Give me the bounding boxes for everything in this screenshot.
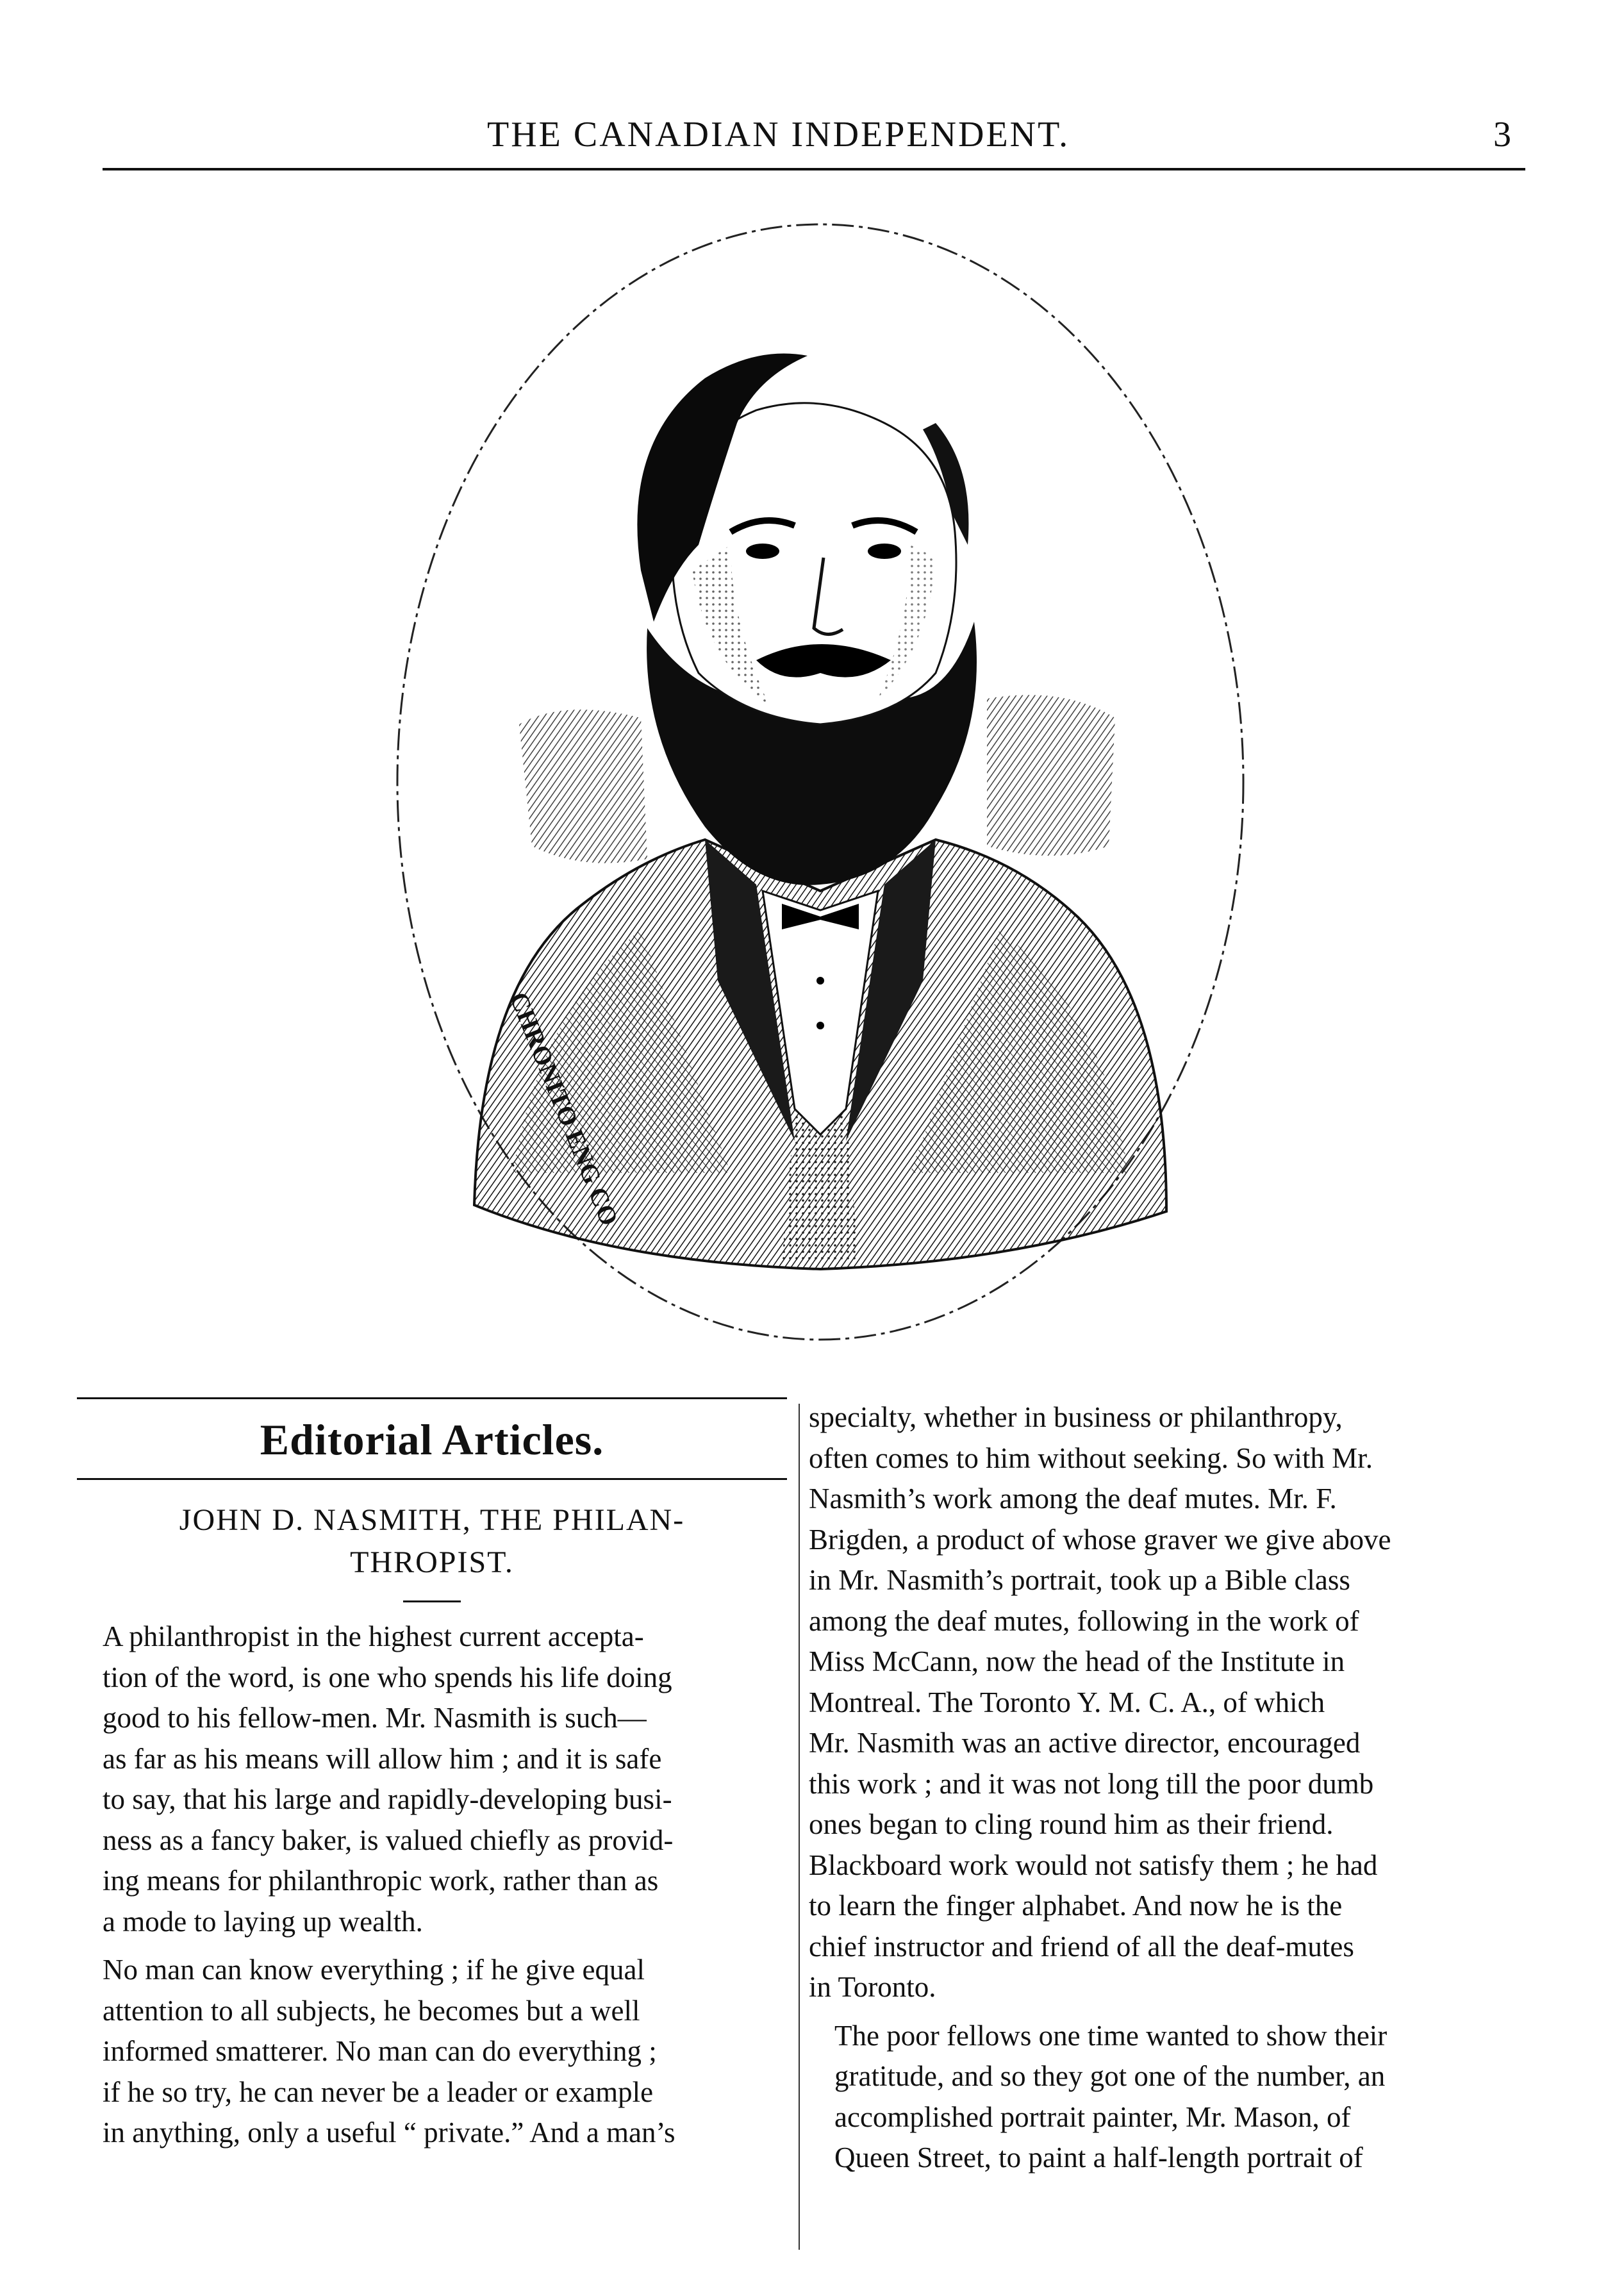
title-divider: [403, 1600, 461, 1602]
text-line: among the deaf mutes, following in the work of: [809, 1604, 1359, 1637]
engraver-mark: CHRONITO ENG CO: [504, 988, 624, 1230]
header-rule: [103, 168, 1525, 170]
page-header-title: THE CANADIAN INDEPENDENT.: [487, 115, 1070, 154]
text-line: attention to all subjects, he becomes but a well: [103, 1994, 640, 2027]
text-line: Brigden, a product of whose graver we give above: [809, 1523, 1391, 1556]
background-hatching-left: [519, 710, 647, 863]
text-line: to learn the finger alphabet. And now he is the: [809, 1890, 1343, 1922]
text-line: informed smatterer. No man can do everything ;: [103, 2035, 657, 2067]
page-number: 3: [1493, 115, 1511, 154]
text-line: gratitude, and so they got one of the number, an: [834, 2060, 1386, 2092]
text-line: Miss McCann, now the head of the Institute in: [809, 1645, 1345, 1677]
text-line: The poor fellows one time wanted to show their: [834, 2019, 1388, 2052]
text-line: Nasmith’s work among the deaf mutes. Mr. F.: [809, 1483, 1337, 1515]
text-line: Montreal. The Toronto Y. M. C. A., of which: [809, 1686, 1325, 1718]
text-line: ing means for philanthropic work, rather than as: [103, 1865, 659, 1897]
text-line: Blackboard work would not satisfy them ; he had: [809, 1849, 1378, 1881]
text-line: No man can know everything ; if he give equal: [103, 1954, 645, 1986]
paragraph: [809, 2016, 1520, 2179]
article-title: [77, 1499, 787, 1584]
text-line: as far as his means will allow him ; and it is safe: [103, 1742, 662, 1775]
article-title-line-2: THROPIST.: [350, 1545, 514, 1579]
column-divider: [799, 1404, 800, 2250]
text-line: good to his fellow-men. Mr. Nasmith is such—: [103, 1702, 647, 1734]
text-line: to say, that his large and rapidly-developing busi-: [103, 1783, 672, 1815]
text-line: ness as a fancy baker, is valued chiefly as provid-: [103, 1824, 674, 1856]
text-line: Queen Street, to paint a half-length portrait of: [834, 2141, 1363, 2173]
text-line: a mode to laying up wealth.: [103, 1905, 423, 1938]
left-column: [77, 1397, 787, 2161]
text-line: accomplished portrait painter, Mr. Mason, of: [834, 2100, 1351, 2133]
section-bottom-rule: [77, 1478, 787, 1480]
text-line: specialty, whether in business or philanthropy,: [809, 1401, 1343, 1433]
text-line: tion of the word, is one who spends his life doing: [103, 1661, 672, 1693]
text-line: this work ; and it was not long till the poor dumb: [809, 1767, 1374, 1800]
section-heading: Editorial Articles.: [260, 1415, 604, 1464]
text-line: Mr. Nasmith was an active director, encouraged: [809, 1727, 1361, 1759]
text-line: if he so try, he can never be a leader or example: [103, 2075, 654, 2108]
right-column: [809, 1397, 1520, 2186]
text-line: in Mr. Nasmith’s portrait, took up a Bible class: [809, 1564, 1350, 1596]
text-line: often comes to him without seeking. So with Mr.: [809, 1442, 1373, 1474]
portrait-engraving: [372, 212, 1269, 1352]
text-line: in anything, only a useful “ private.” And a man’s: [103, 2116, 675, 2148]
text-line: A philanthropist in the highest current accepta-: [103, 1620, 644, 1652]
text-line: chief instructor and friend of all the deaf-mutes: [809, 1930, 1354, 1963]
text-line: ones began to cling round him as their friend.: [809, 1808, 1334, 1840]
paragraph: [77, 1950, 787, 2154]
paragraph: [809, 1397, 1520, 2008]
paragraph: [77, 1617, 787, 1942]
article-title-line-1: JOHN D. NASMITH, THE PHILAN-: [179, 1503, 685, 1537]
eye-left: [746, 544, 779, 559]
text-line: in Toronto.: [809, 1971, 936, 2003]
portrait-illustration: [372, 212, 1269, 1352]
background-hatching-right: [987, 695, 1115, 856]
eye-right: [868, 544, 901, 559]
